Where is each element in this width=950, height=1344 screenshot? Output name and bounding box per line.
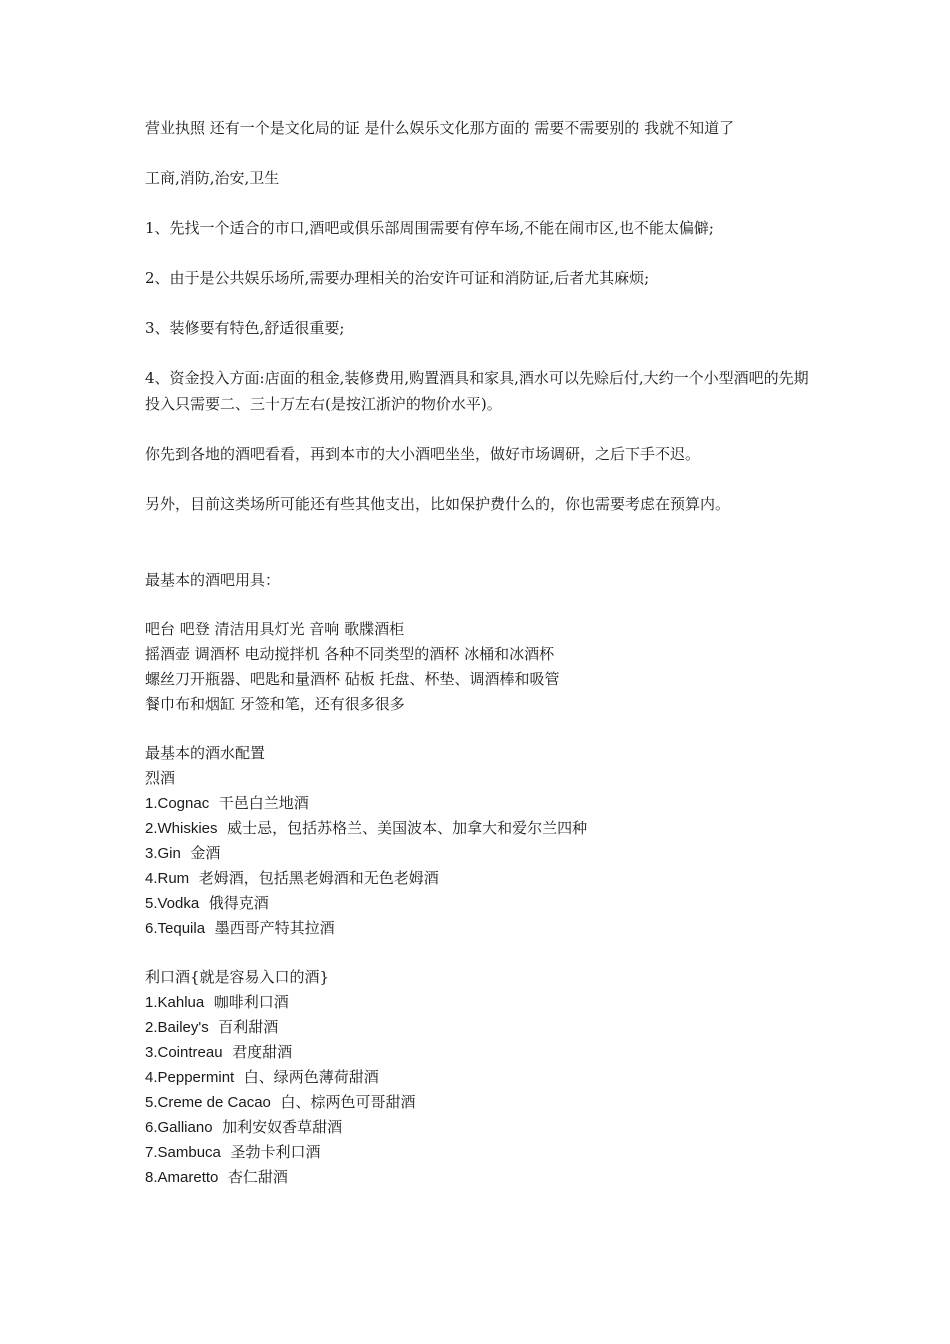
tools-list (145, 617, 815, 717)
liqueur-desc: 君度甜酒 (232, 1043, 293, 1061)
list-item (145, 866, 815, 891)
list-item (145, 1065, 815, 1090)
spacer (145, 467, 815, 491)
liqueur-desc: 咖啡利口酒 (213, 993, 289, 1011)
spirit-desc: 干邑白兰地酒 (218, 794, 309, 812)
liqueur-name: 5.Creme de Cacao (145, 1094, 271, 1111)
liqueur-desc: 白、绿两色薄荷甜酒 (243, 1068, 379, 1086)
liqueurs-list (145, 990, 815, 1190)
list-item (145, 990, 815, 1015)
spirit-name: 6.Tequila (145, 920, 206, 937)
liqueur-desc: 圣勃卡利口酒 (230, 1143, 321, 1161)
tools-line: 餐巾布和烟缸 牙签和笔，还有很多很多 (145, 695, 405, 713)
list-item (145, 816, 815, 841)
step-3: 3、装修要有特色,舒适很重要; (145, 319, 345, 337)
spirit-desc: 墨西哥产特其拉酒 (214, 919, 335, 937)
spirit-name: 2.Whiskies (145, 820, 218, 837)
step-1: 1、先找一个适合的市口,酒吧或俱乐部周围需要有停车场,不能在闹市区,也不能太偏僻; (145, 219, 714, 237)
departments-paragraph: 工商,消防,治安,卫生 (145, 169, 280, 187)
liqueur-name: 4.Peppermint (145, 1069, 235, 1086)
liqueur-name: 8.Amaretto (145, 1169, 219, 1186)
document-page (145, 115, 815, 1190)
spacer (145, 141, 815, 165)
advice-paragraph-1: 你先到各地的酒吧看看，再到本市的大小酒吧坐坐，做好市场调研，之后下手不迟。 (145, 445, 701, 463)
tools-line: 摇酒壶 调酒杯 电动搅拌机 各种不同类型的酒杯 冰桶和冰酒杯 (145, 645, 555, 663)
spacer (145, 717, 815, 741)
step-2: 2、由于是公共娱乐场所,需要办理相关的治安许可证和消防证,后者尤其麻烦; (145, 269, 650, 287)
spacer (145, 517, 815, 567)
liqueur-name: 2.Bailey's (145, 1019, 209, 1036)
list-item (145, 791, 815, 816)
spirit-desc: 老姆酒，包括黑老姆酒和无色老姆酒 (198, 869, 439, 887)
spacer (145, 593, 815, 617)
list-item (145, 1090, 815, 1115)
list-item (145, 1140, 815, 1165)
spirit-name: 1.Cognac (145, 795, 210, 812)
list-item (145, 1165, 815, 1190)
spacer (145, 191, 815, 215)
spirit-desc: 俄得克酒 (208, 894, 269, 912)
license-paragraph: 营业执照 还有一个是文化局的证 是什么娱乐文化那方面的 需要不需要别的 我就不知道了 (145, 119, 735, 137)
liqueur-desc: 杏仁甜酒 (227, 1168, 288, 1186)
spacer (145, 417, 815, 441)
spacer (145, 341, 815, 365)
spacer (145, 941, 815, 965)
spirit-name: 4.Rum (145, 870, 190, 887)
step-4: 4、资金投入方面:店面的租金,装修费用,购置酒具和家具,酒水可以先赊后付,大约一个小型酒吧的先期投入只需要二、三十万左右(是按江浙沪的物价水平)。 (145, 369, 809, 413)
spirits-list (145, 791, 815, 941)
advice-paragraph-2: 另外，目前这类场所可能还有些其他支出，比如保护费什么的，你也需要考虑在预算内。 (145, 495, 731, 513)
tools-line: 螺丝刀开瓶器、吧匙和量酒杯 砧板 托盘、杯垫、调酒棒和吸管 (145, 670, 560, 688)
tools-line: 吧台 吧登 清洁用具灯光 音响 歌牒酒柜 (145, 620, 405, 638)
spirit-desc: 威士忌，包括苏格兰、美国波本、加拿大和爱尔兰四种 (227, 819, 588, 837)
spirit-name: 5.Vodka (145, 895, 200, 912)
list-item (145, 841, 815, 866)
drinks-heading: 最基本的酒水配置 (145, 744, 266, 762)
spirit-name: 3.Gin (145, 845, 181, 862)
liqueur-name: 1.Kahlua (145, 994, 205, 1011)
liqueur-desc: 白、棕两色可哥甜酒 (280, 1093, 416, 1111)
list-item (145, 1015, 815, 1040)
list-item (145, 1115, 815, 1140)
spirits-heading: 烈酒 (145, 769, 176, 787)
liqueur-desc: 加利安奴香草甜酒 (222, 1118, 343, 1136)
list-item (145, 916, 815, 941)
liqueur-name: 7.Sambuca (145, 1144, 221, 1161)
liqueur-desc: 百利甜酒 (218, 1018, 279, 1036)
list-item (145, 891, 815, 916)
liqueur-name: 3.Cointreau (145, 1044, 223, 1061)
spirit-desc: 金酒 (190, 844, 221, 862)
spacer (145, 241, 815, 265)
tools-heading: 最基本的酒吧用具： (145, 571, 281, 589)
liqueurs-heading: 利口酒{就是容易入口的酒} (145, 968, 330, 986)
liqueur-name: 6.Galliano (145, 1119, 213, 1136)
spacer (145, 291, 815, 315)
list-item (145, 1040, 815, 1065)
